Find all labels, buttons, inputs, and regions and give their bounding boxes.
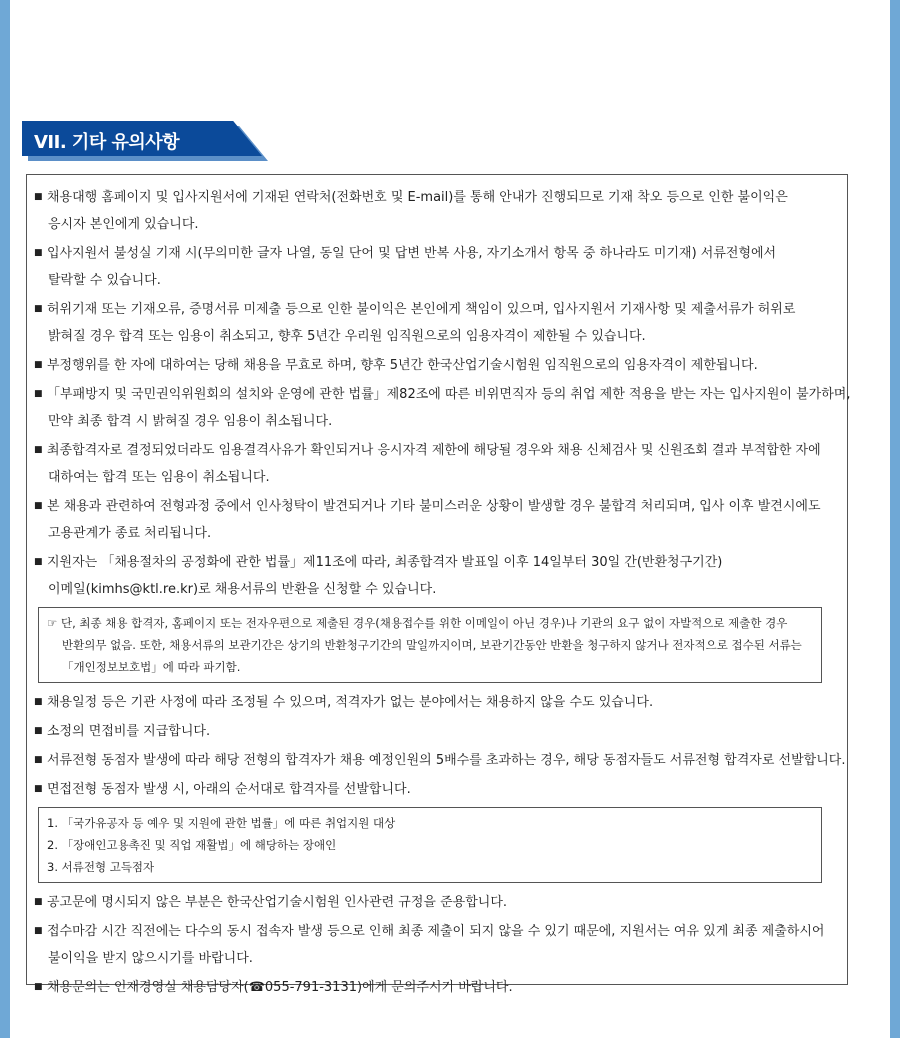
section-title: VII. 기타 유의사항 bbox=[34, 132, 180, 153]
item-text-line: 채용일정 등은 기관 사정에 따라 조정될 수 있으며, 적격자가 없는 분야에서는 채용하지 않을 수도 있습니다. bbox=[47, 695, 654, 710]
item-text-line: 본 채용과 관련하여 전형과정 중에서 인사청탁이 발견되거나 기타 불미스러운 상황이 발생할 경우 불합격 처리되며, 입사 이후 발견시에도 bbox=[47, 499, 821, 514]
priority-item: 1. 「국가유공자 등 예우 및 지원에 관한 법률」에 따른 취업지원 대상 bbox=[47, 816, 396, 830]
bullet-icon: ■ bbox=[34, 982, 43, 992]
note-text-line: 반환의무 없음. 또한, 채용서류의 보관기간은 상기의 반환청구기간의 말일까지이며, 보관기간동안 반환을 청구하지 않거나 전자적으로 접수된 서류는 bbox=[62, 638, 802, 652]
item-text-line: 서류전형 동점자 발생에 따라 해당 전형의 합격자가 채용 예정인원의 5배수를 초과하는 경우, 해당 동점자들도 서류전형 합격자로 선발합니다. bbox=[47, 753, 846, 768]
note-text-line: 「개인정보보호법」에 따라 파기함. bbox=[62, 660, 241, 674]
list-item bbox=[34, 747, 846, 774]
bullet-icon: ■ bbox=[34, 304, 43, 314]
bullet-icon: ■ bbox=[34, 784, 43, 794]
item-text-line: 밝혀질 경우 합격 또는 임용이 취소되고, 향후 5년간 우리원 임직원으로의 임용자격이 제한될 수 있습니다. bbox=[48, 329, 646, 344]
item-text-line: 불이익을 받지 않으시기를 바랍니다. bbox=[48, 951, 253, 966]
list-item bbox=[34, 381, 851, 435]
list-item bbox=[34, 296, 824, 350]
item-text-line: 채용대행 홈페이지 및 입사지원서에 기재된 연락처(전화번호 및 E-mail)를 통해 안내가 진행되므로 기재 착오 등으로 인한 불이익은 bbox=[47, 190, 788, 205]
priority-item: 2. 「장애인고용촉진 및 직업 재활법」에 해당하는 장애인 bbox=[47, 838, 337, 852]
list-item bbox=[34, 718, 824, 745]
item-text-line: 만약 최종 합격 시 밝혀질 경우 임용이 취소됩니다. bbox=[48, 414, 333, 429]
list-item bbox=[34, 776, 824, 803]
bullet-icon: ■ bbox=[34, 389, 43, 399]
item-text-line: 이메일(kimhs@ktl.re.kr)로 채용서류의 반환을 신청할 수 있습니다. bbox=[48, 582, 437, 597]
bullet-icon: ■ bbox=[34, 192, 43, 202]
item-text-line: 면접전형 동점자 발생 시, 아래의 순서대로 합격자를 선발합니다. bbox=[47, 782, 411, 797]
item-text-line: 접수마감 시간 직전에는 다수의 동시 접속자 발생 등으로 인해 최종 제출이 되지 않을 수 있기 때문에, 지원서는 여유 있게 최종 제출하시어 bbox=[47, 924, 825, 939]
item-text-line: 공고문에 명시되지 않은 부분은 한국산업기술시험원 인사관련 규정을 준용합니다. bbox=[47, 895, 508, 910]
bullet-icon: ■ bbox=[34, 755, 43, 765]
right-side-bar bbox=[890, 0, 900, 1038]
item-text-line: 대하여는 합격 또는 임용이 취소됩니다. bbox=[48, 470, 270, 485]
left-side-bar bbox=[0, 0, 10, 1038]
bullet-icon: ■ bbox=[34, 726, 43, 736]
item-text-line: 응시자 본인에게 있습니다. bbox=[48, 217, 199, 232]
list-item bbox=[34, 889, 824, 916]
bullet-icon: ■ bbox=[34, 897, 43, 907]
priority-box bbox=[38, 807, 822, 883]
list-item bbox=[34, 974, 824, 1001]
list-item bbox=[34, 352, 824, 379]
priority-item: 3. 서류전형 고득점자 bbox=[47, 860, 155, 874]
list-item bbox=[34, 549, 824, 603]
bullet-icon: ■ bbox=[34, 360, 43, 370]
item-text-line: 「부패방지 및 국민권익위원회의 설치와 운영에 관한 법률」제82조에 따른 비위면직자 등의 취업 제한 적용을 받는 자는 입사지원이 불가하며, bbox=[47, 387, 851, 402]
list-item bbox=[34, 918, 824, 972]
item-text-line: 최종합격자로 결정되었더라도 임용결격사유가 확인되거나 응시자격 제한에 해당될 경우와 채용 신체검사 및 신원조회 결과 부적합한 자에 bbox=[47, 443, 821, 458]
item-text-line: 탈락할 수 있습니다. bbox=[48, 273, 161, 288]
list-item bbox=[34, 184, 824, 238]
bullet-icon: ■ bbox=[34, 445, 43, 455]
list-item bbox=[34, 689, 824, 716]
notice-list bbox=[34, 184, 851, 1003]
item-text-line: 소정의 면접비를 지급합니다. bbox=[47, 724, 211, 739]
item-text-line: 채용문의는 인재경영실 채용담당자(☎055-791-3131)에게 문의주시기 바랍니다. bbox=[47, 980, 513, 995]
bullet-icon: ■ bbox=[34, 557, 43, 567]
note-text-line: ☞ 단, 최종 채용 합격자, 홈페이지 또는 전자우편으로 제출된 경우(채용접수를 위한 이메일이 아닌 경우)나 기관의 요구 없이 자발적으로 제출한 경우 bbox=[47, 616, 788, 630]
bullet-icon: ■ bbox=[34, 248, 43, 258]
item-text-line: 허위기재 또는 기재오류, 증명서류 미제출 등으로 인한 불이익은 본인에게 책임이 있으며, 입사지원서 기재사항 및 제출서류가 허위로 bbox=[47, 302, 796, 317]
item-text-line: 지원자는 「채용절차의 공정화에 관한 법률」제11조에 따라, 최종합격자 발표일 이후 14일부터 30일 간(반환청구기간) bbox=[47, 555, 723, 570]
note-box bbox=[38, 607, 822, 683]
list-item bbox=[34, 493, 824, 547]
list-item bbox=[34, 437, 824, 491]
section-heading bbox=[22, 121, 268, 161]
bullet-icon: ■ bbox=[34, 926, 43, 936]
item-text-line: 부정행위를 한 자에 대하여는 당해 채용을 무효로 하며, 향후 5년간 한국산업기술시험원 임직원으로의 임용자격이 제한됩니다. bbox=[47, 358, 758, 373]
item-text-line: 입사지원서 불성실 기재 시(무의미한 글자 나열, 동일 단어 및 답변 반복 사용, 자기소개서 항목 중 하나라도 미기재) 서류전형에서 bbox=[47, 246, 777, 261]
bullet-icon: ■ bbox=[34, 501, 43, 511]
item-text-line: 고용관계가 종료 처리됩니다. bbox=[48, 526, 212, 541]
list-item bbox=[34, 240, 824, 294]
bullet-icon: ■ bbox=[34, 697, 43, 707]
